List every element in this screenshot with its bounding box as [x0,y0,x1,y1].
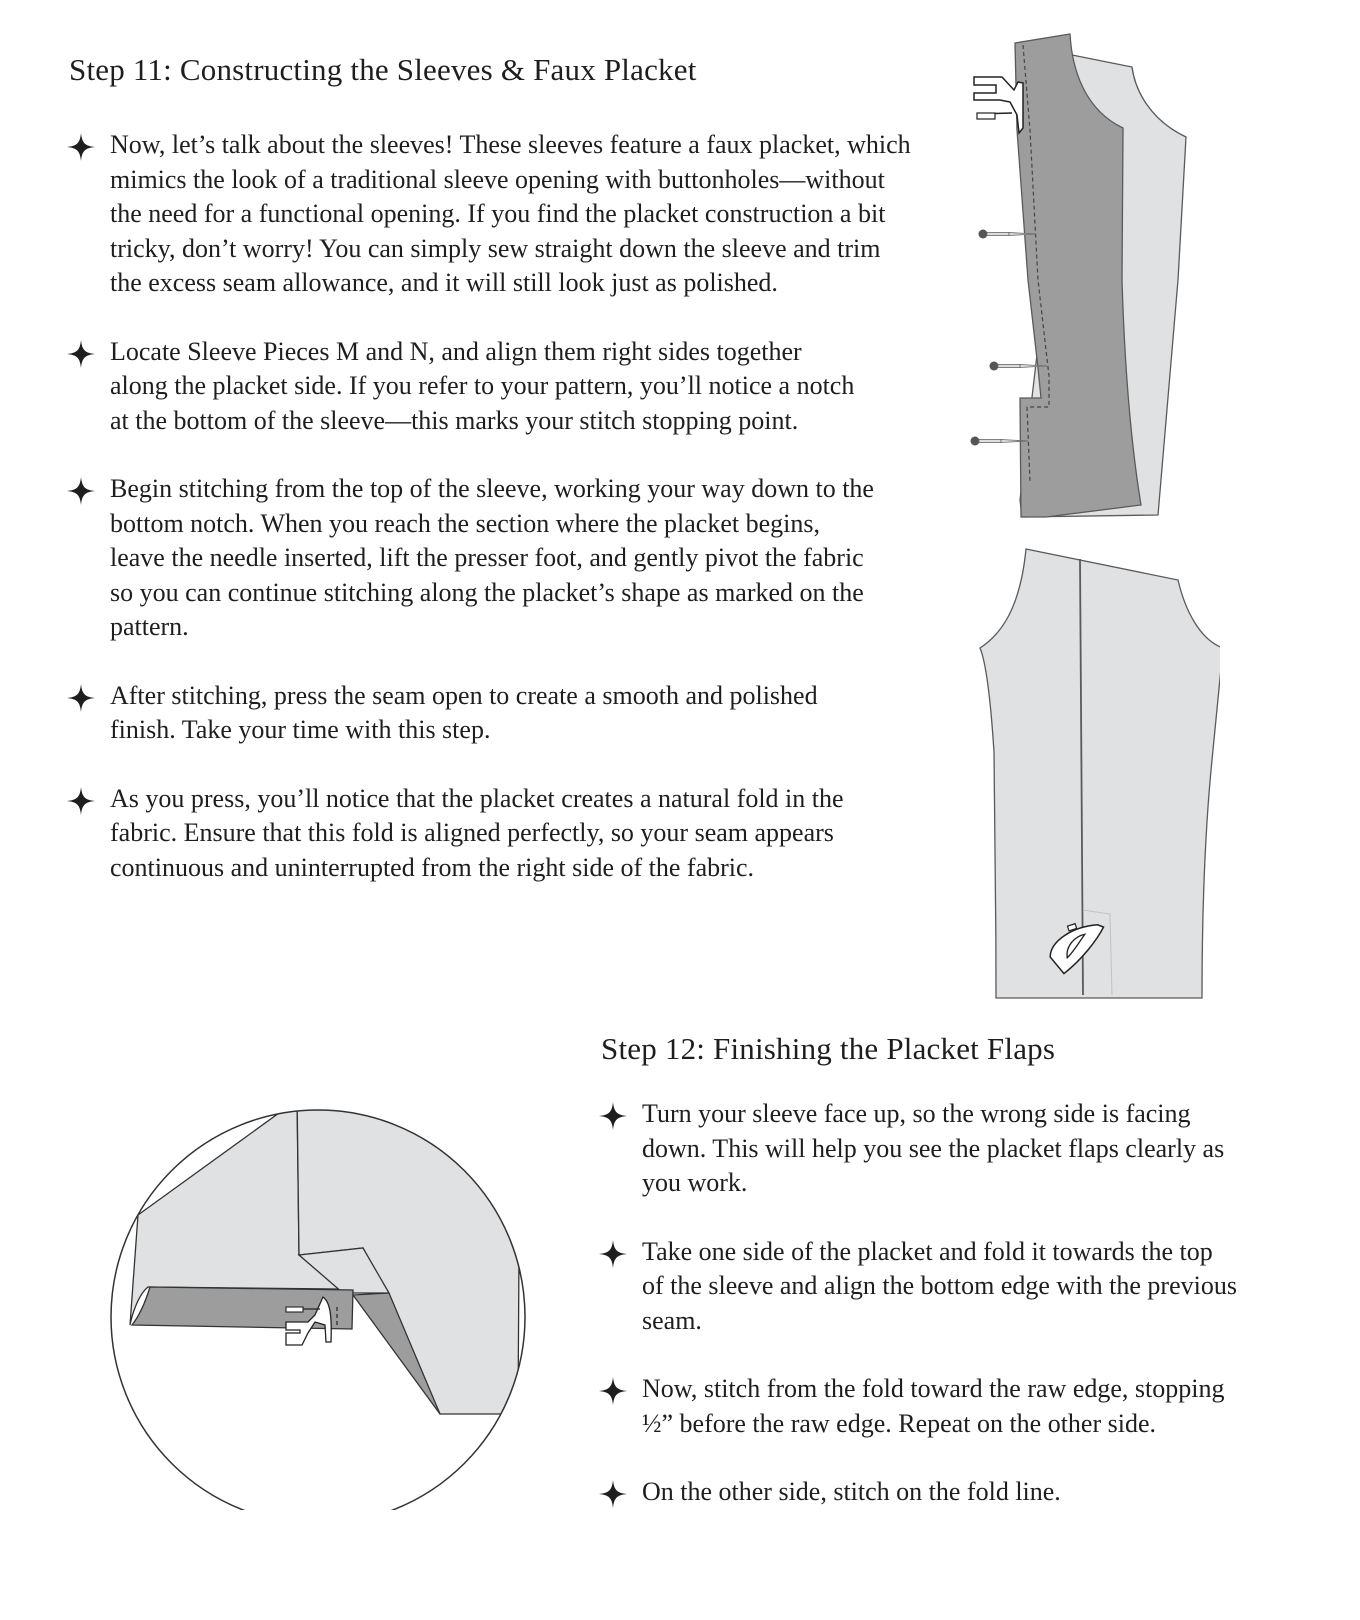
four-point-star-icon [66,683,96,713]
step-12-item-text: Take one side of the placket and fold it towards the top of the sleeve and align the bottom edge with the previous seam. [642,1236,1237,1335]
presser-foot-icon [974,77,1023,133]
step-11-item-text: Now, let’s talk about the sleeves! These sleeves feature a faux placket, which mimics the look of a traditional sleeve opening with buttonholes—without the need for a functional opening. If you find the placket construction a bit tricky, don’t worry! You can simply sew straight down the sleeve and trim the excess seam allowance, and it will still look just as polished. [110,130,911,297]
step-11-item-text: Begin stitching from the top of the sleeve, working your way down to the bottom notch. When you reach the section where the placket begins, leave the needle inserted, lift the presser foot, and gently pivot the fabric so you can continue stitching along the placket’s shape as marked on the pattern. [110,474,874,641]
step-11-item [66,128,916,301]
four-point-star-icon [598,1479,628,1509]
pressed-sleeve-illustration [940,530,1220,1010]
step-12-item-text: Now, stitch from the fold toward the raw edge, stopping ½” before the raw edge. Repeat on the other side. [642,1374,1225,1438]
step-11-list [66,128,916,885]
step-12-item [598,1475,1238,1510]
step-11-item [66,679,916,748]
step-12-list [598,1097,1238,1510]
step-11-item-text: After stitching, press the seam open to create a smooth and polished finish. Take your time with this step. [110,680,818,744]
step-11-item [66,335,916,439]
pin-icon [971,437,1029,446]
four-point-star-icon [66,476,96,506]
step-11-item [66,472,916,645]
four-point-star-icon [598,1239,628,1269]
placket-flap-detail-illustration [110,1050,550,1510]
sleeves-pinned-illustration [960,30,1220,530]
step-12-item-text: On the other side, stitch on the fold line. [642,1477,1061,1506]
four-point-star-icon [598,1101,628,1131]
step-11-item [66,782,916,886]
four-point-star-icon [66,786,96,816]
four-point-star-icon [66,339,96,369]
step-11-item-text: As you press, you’ll notice that the placket creates a natural fold in the fabric. Ensure that this fold is aligned perfectly, so your seam appears continuous and uninterrupted from the right side of the fabric. [110,783,844,882]
step-11-heading: Step 11: Constructing the Sleeves & Faux Placket [69,52,697,87]
step-12-item [598,1372,1238,1441]
step-12-item-text: Turn your sleeve face up, so the wrong side is facing down. This will help you see the placket flaps clearly as you work. [642,1099,1225,1197]
step-11-item-text: Locate Sleeve Pieces M and N, and align them right sides together along the placket side. If you refer to your pattern, you’ll notice a notch at the bottom of the sleeve—this marks your stitch stopping point. [110,336,855,435]
four-point-star-icon [66,132,96,162]
step-12-item [598,1235,1238,1339]
four-point-star-icon [598,1376,628,1406]
step-12-item [598,1097,1238,1201]
step-12-heading: Step 12: Finishing the Placket Flaps [601,1031,1056,1066]
